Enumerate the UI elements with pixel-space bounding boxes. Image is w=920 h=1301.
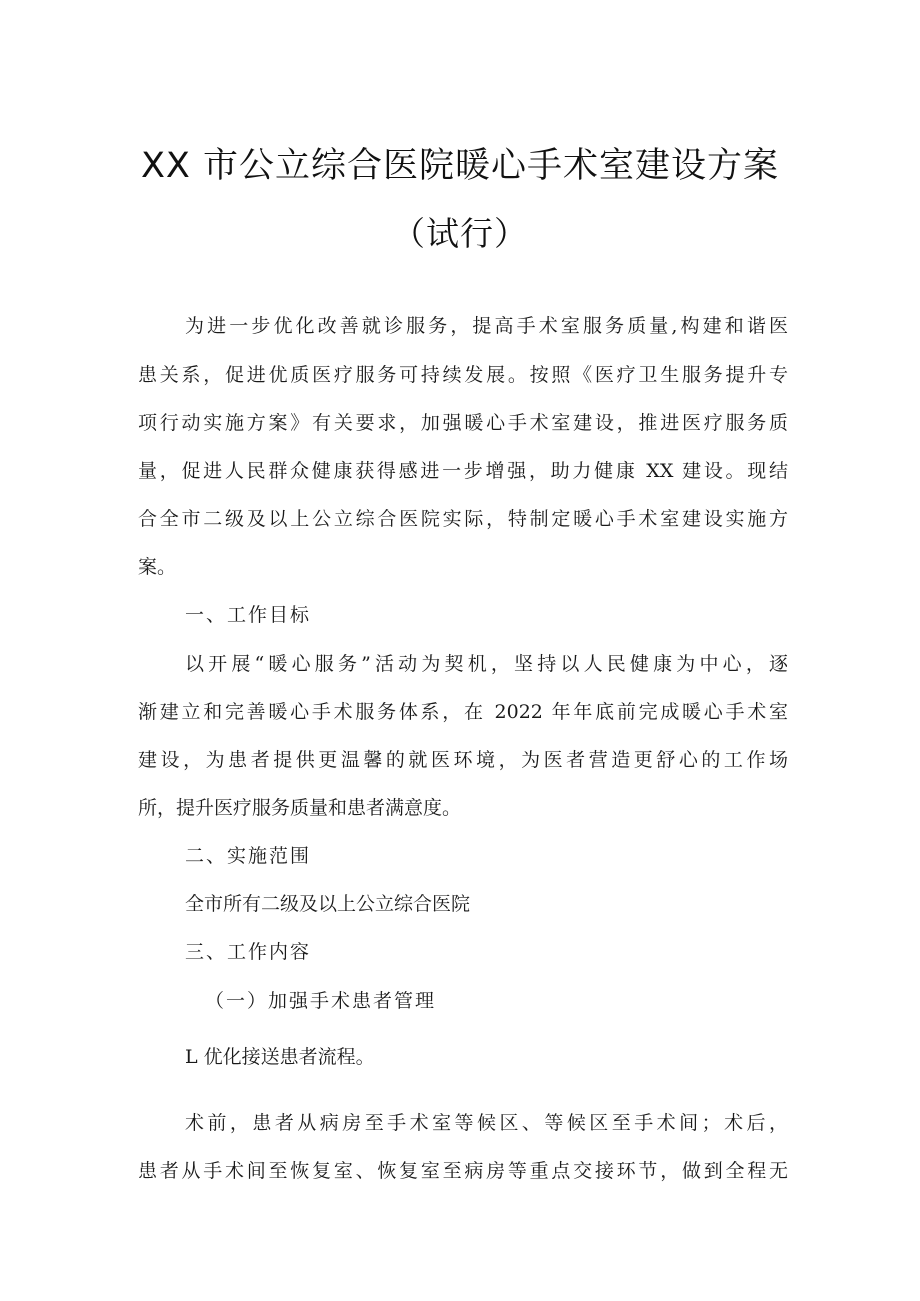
intro-line: 合全市二级及以上公立综合医院实际，特制定暖心手术室建设实施方	[138, 508, 788, 530]
intro-line: 案。	[138, 556, 177, 578]
section2-text: 全市所有二级及以上公立综合医院	[185, 893, 471, 915]
document-subtitle: （试行）	[392, 214, 528, 253]
intro-line: 患关系，促进优质医疗服务可持续发展。按照《医疗卫生服务提升专	[138, 364, 788, 386]
section1-line: 所，提升医疗服务质量和患者满意度。	[138, 797, 462, 819]
item1-line: 术前，患者从病房至手术室等候区、等候区至手术间；术后，	[185, 1112, 788, 1134]
intro-line: 为进一步优化改善就诊服务，提高手术室服务质量,构建和谐医	[185, 315, 788, 337]
item-heading: L 优化接送患者流程。	[185, 1046, 375, 1068]
section1-line: 以开展“暖心服务”活动为契机，坚持以人民健康为中心，逐	[185, 653, 788, 675]
section-heading: 一、工作目标	[185, 604, 312, 626]
section-heading: 二、实施范围	[185, 845, 312, 867]
intro-line: 项行动实施方案》有关要求，加强暖心手术室建设，推进医疗服务质	[138, 412, 788, 434]
document-title: XX 市公立综合医院暖心手术室建设方案	[140, 146, 780, 186]
subsection-heading: （一）加强手术患者管理	[205, 990, 437, 1012]
section1-line: 渐建立和完善暖心手术服务体系，在 2022 年年底前完成暖心手术室	[138, 701, 788, 723]
intro-line: 量，促进人民群众健康获得感进一步增强，助力健康 XX 建设。现结	[138, 460, 788, 482]
item1-line: 患者从手术间至恢复室、恢复室至病房等重点交接环节，做到全程无	[138, 1160, 788, 1182]
section-heading: 三、工作内容	[185, 941, 312, 963]
section1-line: 建设，为患者提供更温馨的就医环境，为医者营造更舒心的工作场	[138, 749, 788, 771]
